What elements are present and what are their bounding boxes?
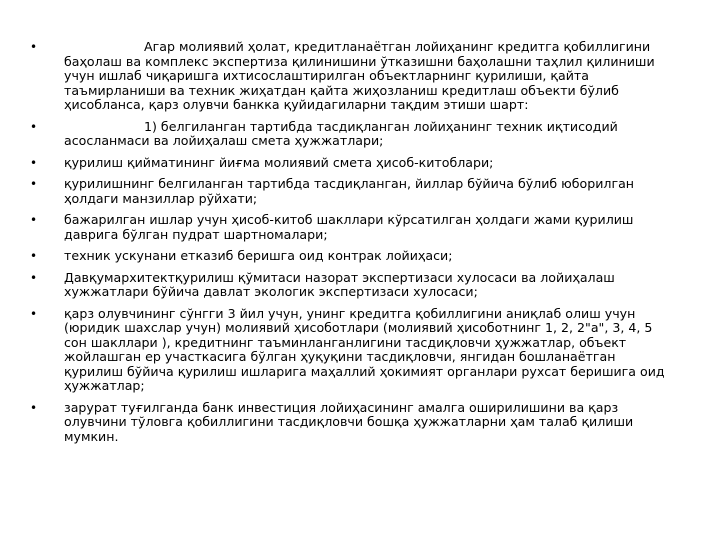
bullet-list — [30, 40, 710, 451]
item-7-line-1: Давқумархитектқурилиш қўмитаси назорат экспертизаси хулосаси ва лойиҳалаш — [64, 269, 615, 285]
item-9-line-1: зарурат туғилганда банк инвестиция лойиҳасининг амалга оширилишини ва қарз — [64, 399, 619, 415]
item-4-line-2: ҳолдаги манзиллар рўйхати; — [64, 190, 258, 206]
list-item-4 — [30, 177, 710, 206]
list-item-8 — [30, 307, 710, 394]
bullet-icon: • — [30, 155, 38, 170]
item-8-line-4: жойлашган ер участкасига бўлган ҳуқуқини тасдиқловчи, янгидан бошланаётган — [64, 349, 616, 364]
item-2-line-2: асосланмаси ва лойиҳалаш смета ҳужжатлари; — [64, 133, 384, 148]
bullet-icon: • — [30, 177, 38, 191]
bullet-icon: • — [30, 400, 38, 415]
bullet-icon: • — [30, 249, 38, 263]
item-9-line-2: олувчини тўловга қобиллигини тасдиқловчи бошқа ҳужжатларни ҳам талаб қилиши — [64, 414, 634, 429]
item-9-line-3: мумкин. — [64, 428, 119, 444]
item-1-line-3: учун ишлаб чиқаришга ихтисослаштирилган объектларнинг қурилиши, қайта — [64, 68, 589, 83]
list-item-3 — [30, 156, 710, 171]
item-1-line-4: таъмирланиши ва техник жиҳатдан қайта жиҳозланиш кредитлаш объекти бўлиб — [64, 82, 619, 98]
item-1-line-2: баҳолаш ва комплекс экспертиза қилинишини ўтказишни баҳолашни таҳлил қилиниши — [64, 53, 655, 69]
item-8-line-6: ҳужжатлар; — [64, 378, 145, 393]
bullet-icon: • — [30, 119, 38, 134]
item-6-line-1: техник ускунани етказиб беришга оид контрак лойиҳаси; — [64, 248, 453, 263]
item-5-line-1: бажарилган ишлар учун ҳисоб-китоб шакллари кўрсатилган ҳолдаги жами қурилиш — [64, 212, 634, 227]
list-item-9 — [30, 401, 710, 445]
item-8-line-3: сон шакллари ), кредитнинг таъминланганлигини тасдиқловчи ҳужжатлар, объект — [64, 334, 627, 350]
bullet-icon: • — [30, 306, 38, 321]
list-item-7 — [30, 271, 710, 300]
bullet-icon: • — [30, 270, 38, 285]
item-7-line-2: хужжатлари бўйича давлат экологик экспертизаси хулосаси; — [64, 284, 478, 299]
list-item-2 — [30, 120, 710, 149]
item-8-line-5: қурилиш бўйича қурилиш ишларига маҳаллий ҳокимият органлари рухсат беришига оид — [64, 363, 665, 379]
item-2-line-1: 1) белгиланган тартибда тасдиқланган лойиҳанинг техник иқтисодий — [144, 118, 618, 134]
item-4-line-1: қурилишнинг белгиланган тартибда тасдиқланган, йиллар бўйича бўлиб юборилган — [64, 176, 635, 191]
list-item-1 — [30, 40, 710, 113]
item-8-line-2: (юридик шахслар учун) молиявий ҳисоботлари (молиявий ҳисоботнинг 1, 2, 2"а", 3, 4, 5 — [64, 320, 653, 335]
bullet-icon: • — [30, 40, 38, 54]
item-5-line-2: даврига бўлган пудрат шартномалари; — [64, 226, 328, 242]
list-item-5 — [30, 213, 710, 242]
bullet-icon: • — [30, 213, 38, 227]
item-3-line-1: қурилиш қийматининг йиғма молиявий смета ҳисоб-китоблари; — [64, 154, 494, 170]
item-1-line-1: Агар молиявий ҳолат, кредитланаётган лойиҳанинг кредитга қобиллигини — [144, 39, 651, 54]
item-1-line-5: ҳисобланса, қарз олувчи банкка қуйидагиларни тақдим этиши шарт: — [64, 97, 529, 112]
list-item-6 — [30, 249, 710, 264]
item-8-line-1: қарз олувчининг сўнгги 3 йил учун, унинг кредитга қобиллигини аниқлаб олиш учун — [64, 305, 636, 321]
